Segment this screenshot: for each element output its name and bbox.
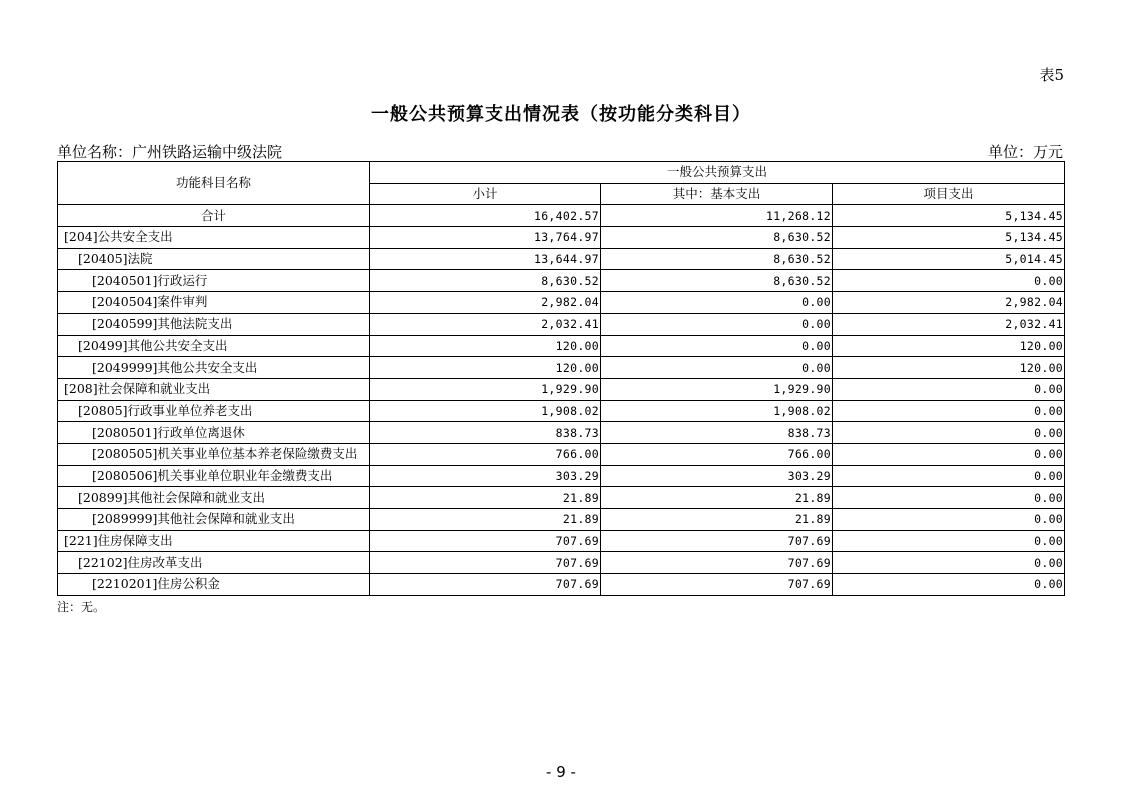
row-basic: 1,929.90 <box>601 378 833 400</box>
row-basic: 21.89 <box>601 487 833 509</box>
row-name: [2089999]其他社会保障和就业支出 <box>58 509 370 531</box>
row-name: [20499]其他公共安全支出 <box>58 335 370 357</box>
unit-name: 单位名称：广州铁路运输中级法院 <box>57 143 283 161</box>
row-subtotal: 707.69 <box>370 552 601 574</box>
row-name: [208]社会保障和就业支出 <box>58 378 370 400</box>
header-subtotal: 小计 <box>370 183 601 205</box>
table-row <box>58 227 1065 249</box>
row-name: [2040599]其他法院支出 <box>58 313 370 335</box>
row-basic: 8,630.52 <box>601 270 833 292</box>
table-row <box>58 248 1065 270</box>
unit-label: 单位：万元 <box>987 143 1063 161</box>
table-row <box>58 313 1065 335</box>
table-row <box>58 378 1065 400</box>
row-name: [2080501]行政单位离退休 <box>58 422 370 444</box>
table-row <box>58 443 1065 465</box>
row-subtotal: 1,929.90 <box>370 378 601 400</box>
row-project: 0.00 <box>833 422 1065 444</box>
row-subtotal: 120.00 <box>370 335 601 357</box>
row-subtotal: 13,644.97 <box>370 248 601 270</box>
row-name: [20405]法院 <box>58 248 370 270</box>
row-subtotal: 120.00 <box>370 357 601 379</box>
table-row-total <box>58 205 1065 227</box>
row-basic: 838.73 <box>601 422 833 444</box>
row-project: 0.00 <box>833 443 1065 465</box>
row-subtotal: 21.89 <box>370 509 601 531</box>
row-basic: 707.69 <box>601 530 833 552</box>
table-row <box>58 357 1065 379</box>
row-name: [22102]住房改革支出 <box>58 552 370 574</box>
row-name: [2040501]行政运行 <box>58 270 370 292</box>
table-row <box>58 422 1065 444</box>
row-basic: 0.00 <box>601 335 833 357</box>
header-subject-name: 功能科目名称 <box>58 162 370 205</box>
header-project: 项目支出 <box>833 183 1065 205</box>
page-title: 一般公共预算支出情况表（按功能分类科目） <box>371 104 751 125</box>
budget-table <box>57 161 1065 596</box>
table-row <box>58 335 1065 357</box>
page-number: - 9 - <box>546 763 576 781</box>
table-row <box>58 530 1065 552</box>
row-project: 5,134.45 <box>833 205 1065 227</box>
row-project: 0.00 <box>833 400 1065 422</box>
row-subtotal: 8,630.52 <box>370 270 601 292</box>
table-row <box>58 270 1065 292</box>
row-subtotal: 2,032.41 <box>370 313 601 335</box>
row-name: [2049999]其他公共安全支出 <box>58 357 370 379</box>
row-name: [221]住房保障支出 <box>58 530 370 552</box>
row-subtotal: 303.29 <box>370 465 601 487</box>
row-project: 0.00 <box>833 465 1065 487</box>
row-basic: 0.00 <box>601 292 833 314</box>
row-subtotal: 16,402.57 <box>370 205 601 227</box>
row-basic: 766.00 <box>601 443 833 465</box>
table-row <box>58 509 1065 531</box>
row-basic: 21.89 <box>601 509 833 531</box>
row-basic: 0.00 <box>601 357 833 379</box>
row-name: [2210201]住房公积金 <box>58 574 370 596</box>
row-project: 0.00 <box>833 509 1065 531</box>
row-project: 0.00 <box>833 530 1065 552</box>
row-basic: 0.00 <box>601 313 833 335</box>
row-project: 120.00 <box>833 335 1065 357</box>
row-basic: 8,630.52 <box>601 248 833 270</box>
row-project: 2,982.04 <box>833 292 1065 314</box>
row-project: 5,014.45 <box>833 248 1065 270</box>
row-basic: 707.69 <box>601 552 833 574</box>
row-subtotal: 766.00 <box>370 443 601 465</box>
row-name: [2040504]案件审判 <box>58 292 370 314</box>
table-row <box>58 574 1065 596</box>
row-name: [20805]行政事业单位养老支出 <box>58 400 370 422</box>
row-basic: 303.29 <box>601 465 833 487</box>
row-project: 2,032.41 <box>833 313 1065 335</box>
row-name: [20899]其他社会保障和就业支出 <box>58 487 370 509</box>
row-project: 0.00 <box>833 574 1065 596</box>
row-project: 5,134.45 <box>833 227 1065 249</box>
row-basic: 1,908.02 <box>601 400 833 422</box>
row-subtotal: 13,764.97 <box>370 227 601 249</box>
row-basic: 8,630.52 <box>601 227 833 249</box>
header-group: 一般公共预算支出 <box>370 162 1065 184</box>
row-name: [2080506]机关事业单位职业年金缴费支出 <box>58 465 370 487</box>
table-number: 表5 <box>1039 66 1064 84</box>
row-project: 0.00 <box>833 552 1065 574</box>
row-subtotal: 707.69 <box>370 530 601 552</box>
row-name: [2080505]机关事业单位基本养老保险缴费支出 <box>58 443 370 465</box>
table-row <box>58 400 1065 422</box>
row-name: 合计 <box>58 205 370 227</box>
row-subtotal: 2,982.04 <box>370 292 601 314</box>
table-row <box>58 292 1065 314</box>
row-project: 0.00 <box>833 270 1065 292</box>
unit-info-row <box>57 141 1063 162</box>
row-subtotal: 21.89 <box>370 487 601 509</box>
row-subtotal: 838.73 <box>370 422 601 444</box>
table-row <box>58 465 1065 487</box>
row-basic: 707.69 <box>601 574 833 596</box>
row-subtotal: 1,908.02 <box>370 400 601 422</box>
row-project: 0.00 <box>833 487 1065 509</box>
row-name: [204]公共安全支出 <box>58 227 370 249</box>
table-row <box>58 552 1065 574</box>
header-basic: 其中：基本支出 <box>601 183 833 205</box>
table-note: 注：无。 <box>57 600 106 614</box>
table-row <box>58 487 1065 509</box>
row-basic: 11,268.12 <box>601 205 833 227</box>
row-subtotal: 707.69 <box>370 574 601 596</box>
row-project: 0.00 <box>833 378 1065 400</box>
row-project: 120.00 <box>833 357 1065 379</box>
